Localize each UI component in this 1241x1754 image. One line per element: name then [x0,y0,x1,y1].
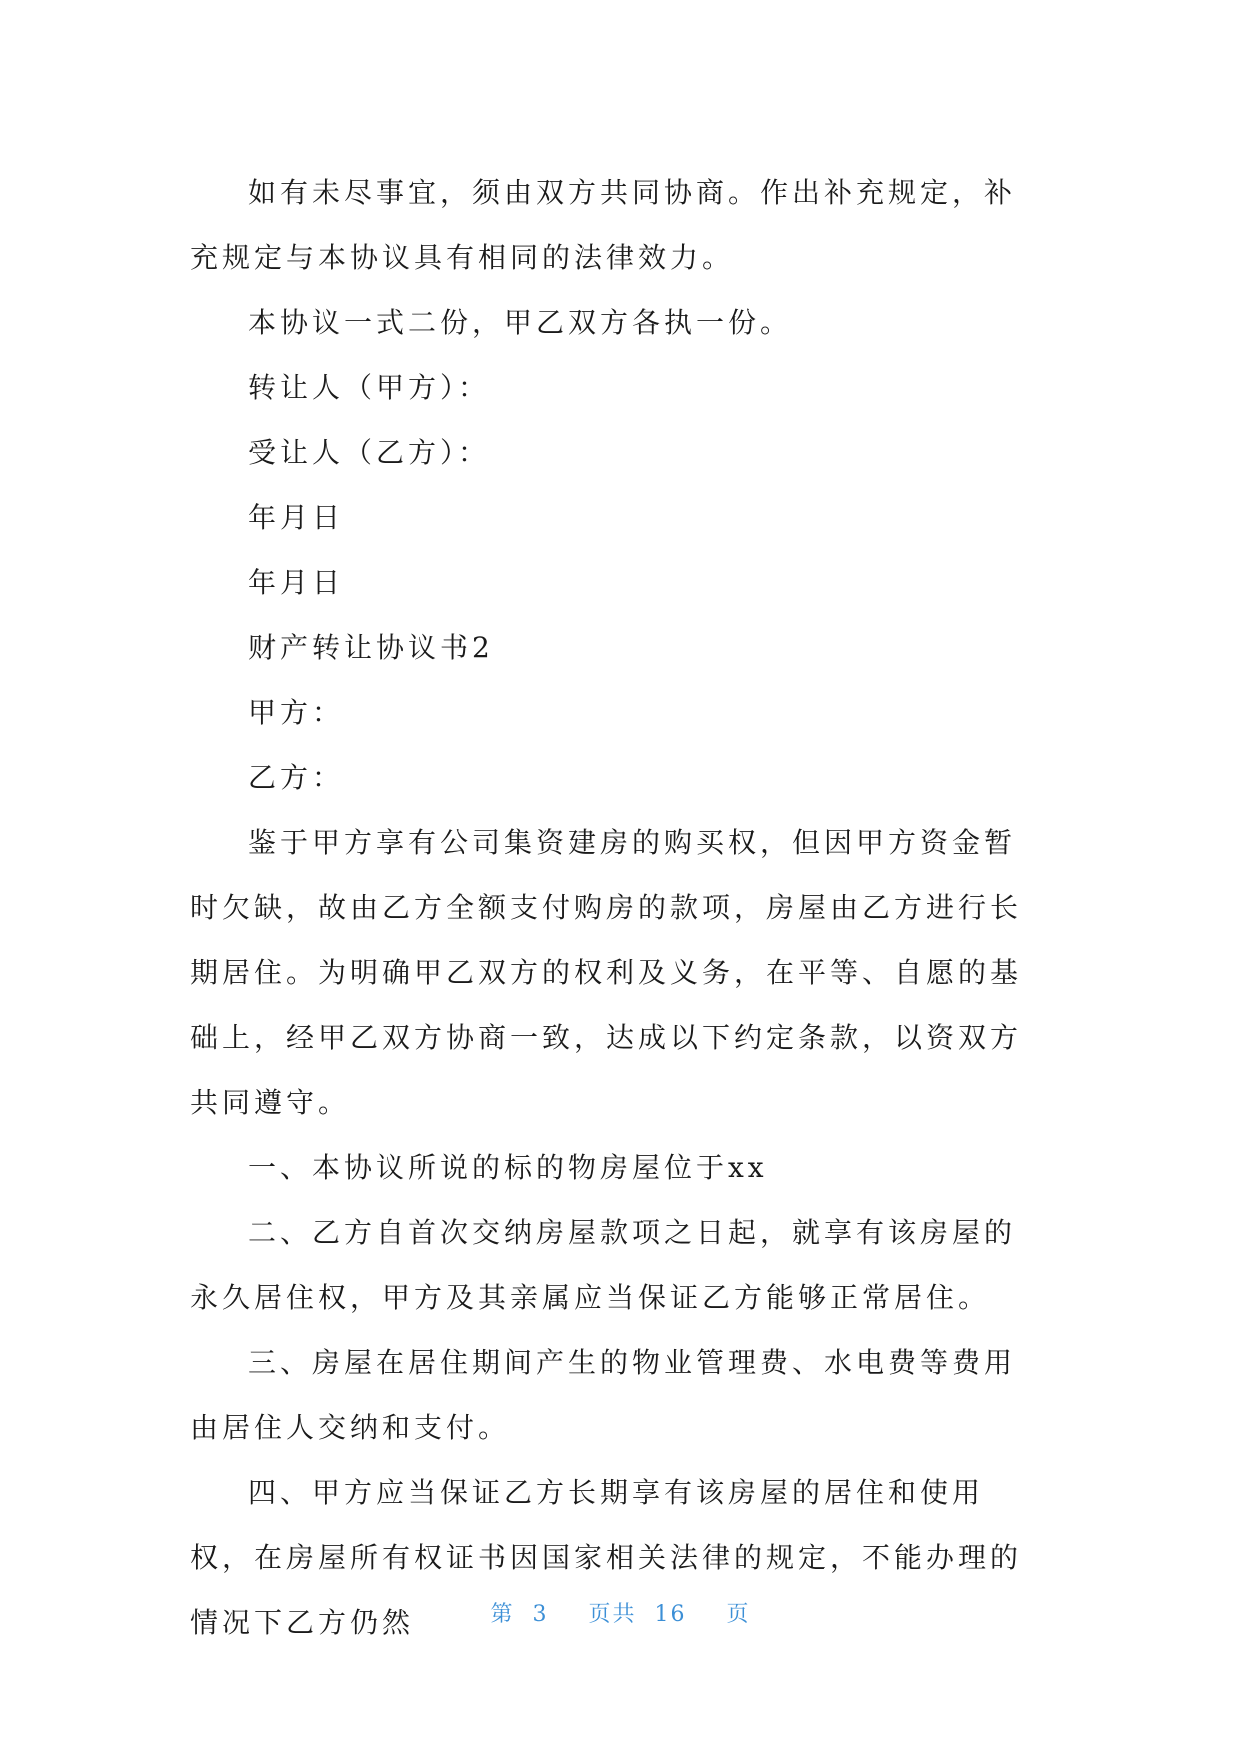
transferee-signature-line: 受让人（乙方）： [248,436,491,469]
section-title: 财产转让协议书2 [248,631,494,664]
paragraph-supplement: 如有未尽事宜，须由双方共同协商。作出补充规定，补充规定与本协议具有相同的法律效力。 [190,176,1017,274]
clause-2: 二、乙方自首次交纳房屋款项之日起，就享有该房屋的永久居住权，甲方及其亲属应当保证乙方能够正常居住。 [190,1216,1017,1314]
total-pages-number: 16 [654,1602,687,1627]
date-line-2: 年月日 [248,566,345,599]
date-line-1: 年月日 [248,501,345,534]
transferor-signature-line: 转让人（甲方）： [248,371,491,404]
footer-prefix: 第 [490,1602,515,1627]
current-page-number: 3 [532,1602,549,1627]
party-a-line: 甲方： [248,696,345,729]
clause-1: 一、本协议所说的标的物房屋位于xx [248,1151,768,1184]
footer-suffix: 页 [726,1602,751,1627]
footer-middle: 页共 [588,1602,637,1627]
paragraph-copies: 本协议一式二份，甲乙双方各执一份。 [248,306,793,339]
page-footer [0,1597,1241,1628]
document-body [190,160,1040,1655]
clause-4: 四、甲方应当保证乙方长期享有该房屋的居住和使用权，在房屋所有权证书因国家相关法律的规定，不能办理的情况下乙方仍然 [190,1476,1023,1639]
clause-3: 三、房屋在居住期间产生的物业管理费、水电费等费用由居住人交纳和支付。 [190,1346,1017,1444]
party-b-line: 乙方： [248,761,345,794]
paragraph-preamble: 鉴于甲方享有公司集资建房的购买权，但因甲方资金暂时欠缺，故由乙方全额支付购房的款项，房屋由乙方进行长期居住。为明确甲乙双方的权利及义务，在平等、自愿的基础上，经甲乙双方协商一致，达成以下约定条款，以资双方共同遵守。 [190,826,1023,1119]
